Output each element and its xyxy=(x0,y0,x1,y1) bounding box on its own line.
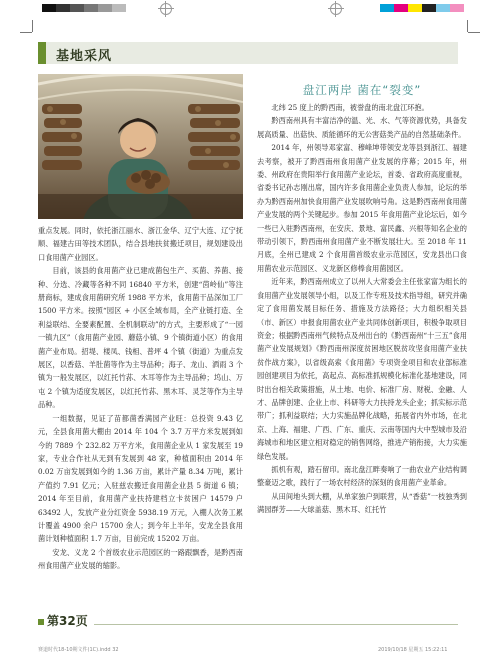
paragraph: 北纬 25 度上的黔西南，被誉盘的南北盘江环抱。 xyxy=(271,103,429,112)
print-marks xyxy=(0,0,500,18)
crop-mark xyxy=(20,32,32,33)
footer-rule xyxy=(38,624,458,625)
paragraph: 从田间地头到大棚，从单家独户到联营，从“香菇”一枝独秀到满园群芳——大球盖菇、黑木耳、红托竹 xyxy=(257,491,467,515)
article-photo xyxy=(38,74,243,219)
paragraph: 抓机有观，踏石留印。南北盘江畔奏响了一曲农业产业结构调整豪迈之歌，践行了一场农村经济的深刻的食用菌产业革命。 xyxy=(257,464,467,488)
left-column xyxy=(38,224,243,573)
section-title: 基地采风 xyxy=(56,49,113,64)
right-column xyxy=(257,101,467,517)
paragraph: 目前，该县的食用菌产业已建成菌包生产、买菌、养菌、接种、分选、冷藏等各种不同 16840 平方米，创建“茵岭仙”等注册商标，建成食用菌研究所 1988 平方米，食用菌干品深加工厂 1500 平方米。按照“园区 + 小区全域布局，全产业链打造、全利益联结、全要素配置、全机制联动”的方式，主要形成了“一园一镇九区”（食用菌产业园、蘑菇小镇、9 个镇街道小区）的食用菌产业布局。招堤、楼凤、钱相、普坪 4 个镇（街道）为重点发展区，以香菇、羊肚菌等作为主导品种；海子、龙山、洒雨 3 个镇为一般发展区，以红托竹荪、木耳等作为主导品种；坞山、万屯 2 个镇为适度发展区，以红托竹荪、黑木耳、灵芝等作为主导品种。 xyxy=(38,266,243,410)
section-header-accent xyxy=(38,42,46,64)
registration-mark-icon xyxy=(330,3,342,15)
article-headline: 盘江两岸 菌在“裂变” xyxy=(302,83,422,97)
color-bar xyxy=(42,4,126,12)
paragraph: 一组数据，见证了苗都菌香满园产业旺：总投资 9.43 亿元，全县食用菌大棚由 2014 年 104 个 3.7 万平方米发展到如今的 7889 个 232.82 万平方米，食用菌企业从 1 家发展至 19 家，专业合作社从无到有发展到 48 家，种植面积由 2014 年 0.02 万亩发展到如今的 1.36 万亩，累计产量 8.34 万吨，累计产值约 7.91 亿元；入驻兹农搬迁食用菌企业县 5 街道 6 镇；2014 年至目前，食用菌产业扶持建档立卡贫困户 14579 户 63492 人，发放产业分红资金 5938.19 万元，入棚人次务工累计覆盖 4900 余户 15700 余人；到今年上半年，安龙全县食用菌计划种植面积 1.7 万亩，目前完成 15202 万亩。 xyxy=(38,413,243,544)
paragraph: 重点发展。同时，依托浙江丽水、浙江金华、辽宁大连、辽宁抚顺、福建古田等技术团队，结合县地扶贫搬迁项目，规划建设出口食用菌产业园区。 xyxy=(38,226,243,262)
page-marker-icon xyxy=(38,619,44,625)
greenhouse-photo-illustration xyxy=(38,74,243,219)
crop-mark xyxy=(467,20,468,32)
paragraph: 黔西南州具有丰富洁净的温、光、水、气等资源优势，具备发展高质量、出菇快、质能循环的无公害菇类产品的自然基础条件。 xyxy=(257,116,467,139)
paragraph: 安龙、义龙 2 个首级农业示范园区的一路跟飘香，是黔西南州食用菌产业发展的缩影。 xyxy=(38,547,243,571)
color-bar xyxy=(380,4,464,12)
registration-mark-icon xyxy=(160,3,172,15)
print-slug-left: 赛道时代18-10期文件(1C).indd 32 xyxy=(38,647,119,653)
paragraph: 近年来，黔西南州成立了以州人大常委会主任张家富为组长的食用菌产业发展领导小组，以及工作专班及技术指导组，研究并确定了食用菌发展目标任务、措施及方法路径；大力组织相关县（市、新区）申报食用菌农业产业共同体创新项目，积极争取项目资金；根据黔西南州气候特点及州出台的《黔西南州“十三五”食用菌产业发展规划》《黔西南州深度贫困地区脱贫攻坚食用菌产业扶贫作战方案》，以省级高索《食用菌》专项资金项目和农业部标准园创建项目为依托，高起点、高标准抓规模化标准化基地建设，同时出台相关政策措施，从土地、电价、标准厂房、财税、金融、人才、品牌创建、企业上市、科研等大力扶持龙头企业；抓实标示范带广；抓利益联结；大力实施品牌化战略，拓展省内外市场，在北京、上海、福建、广西、广东、重庆、云南等国内大中型城市及沿海城市和地区建立相对稳定的销售网络，推进产销衔接，大力实施绿色发展。 xyxy=(257,277,467,461)
headline-group xyxy=(257,82,467,98)
crop-mark xyxy=(32,20,33,32)
crop-mark xyxy=(468,32,480,33)
print-slug-right: 2019/10/18 星期五 15:22:11 xyxy=(378,647,448,653)
paragraph: 2014 年，州领导邓家富、穆峰坤带领安龙等县到浙江、福建去考察，被开了黔西南州食用菌产业发展的序幕；2015 年，州委、州政府在贵阳举行食用菌产业论坛，首委、省政府高度重视，省委书记孙志刚出席，国内许多食用菌企业负责人参加，论坛的举办为黔西南州加快食用菌产业发展吹响号角。这是黔西南州食用菌产业发展的两个关键起步。参加 2015 年食用菌产业论坛后，如今一些已入驻黔西南州，在安庆、景地、富民鑫、兴根等知名企业的带动引领下，黔西南州食用菌产业不断发展壮大。至 2018 年 11 月底，全州已建成 2 个食用菌首级农业示范园区，安龙县出口食用菌农业示范园区、义龙新区修棒食用菌园区。 xyxy=(257,143,467,273)
page-number-label: 第32页 xyxy=(47,614,88,628)
page-number xyxy=(32,612,94,630)
